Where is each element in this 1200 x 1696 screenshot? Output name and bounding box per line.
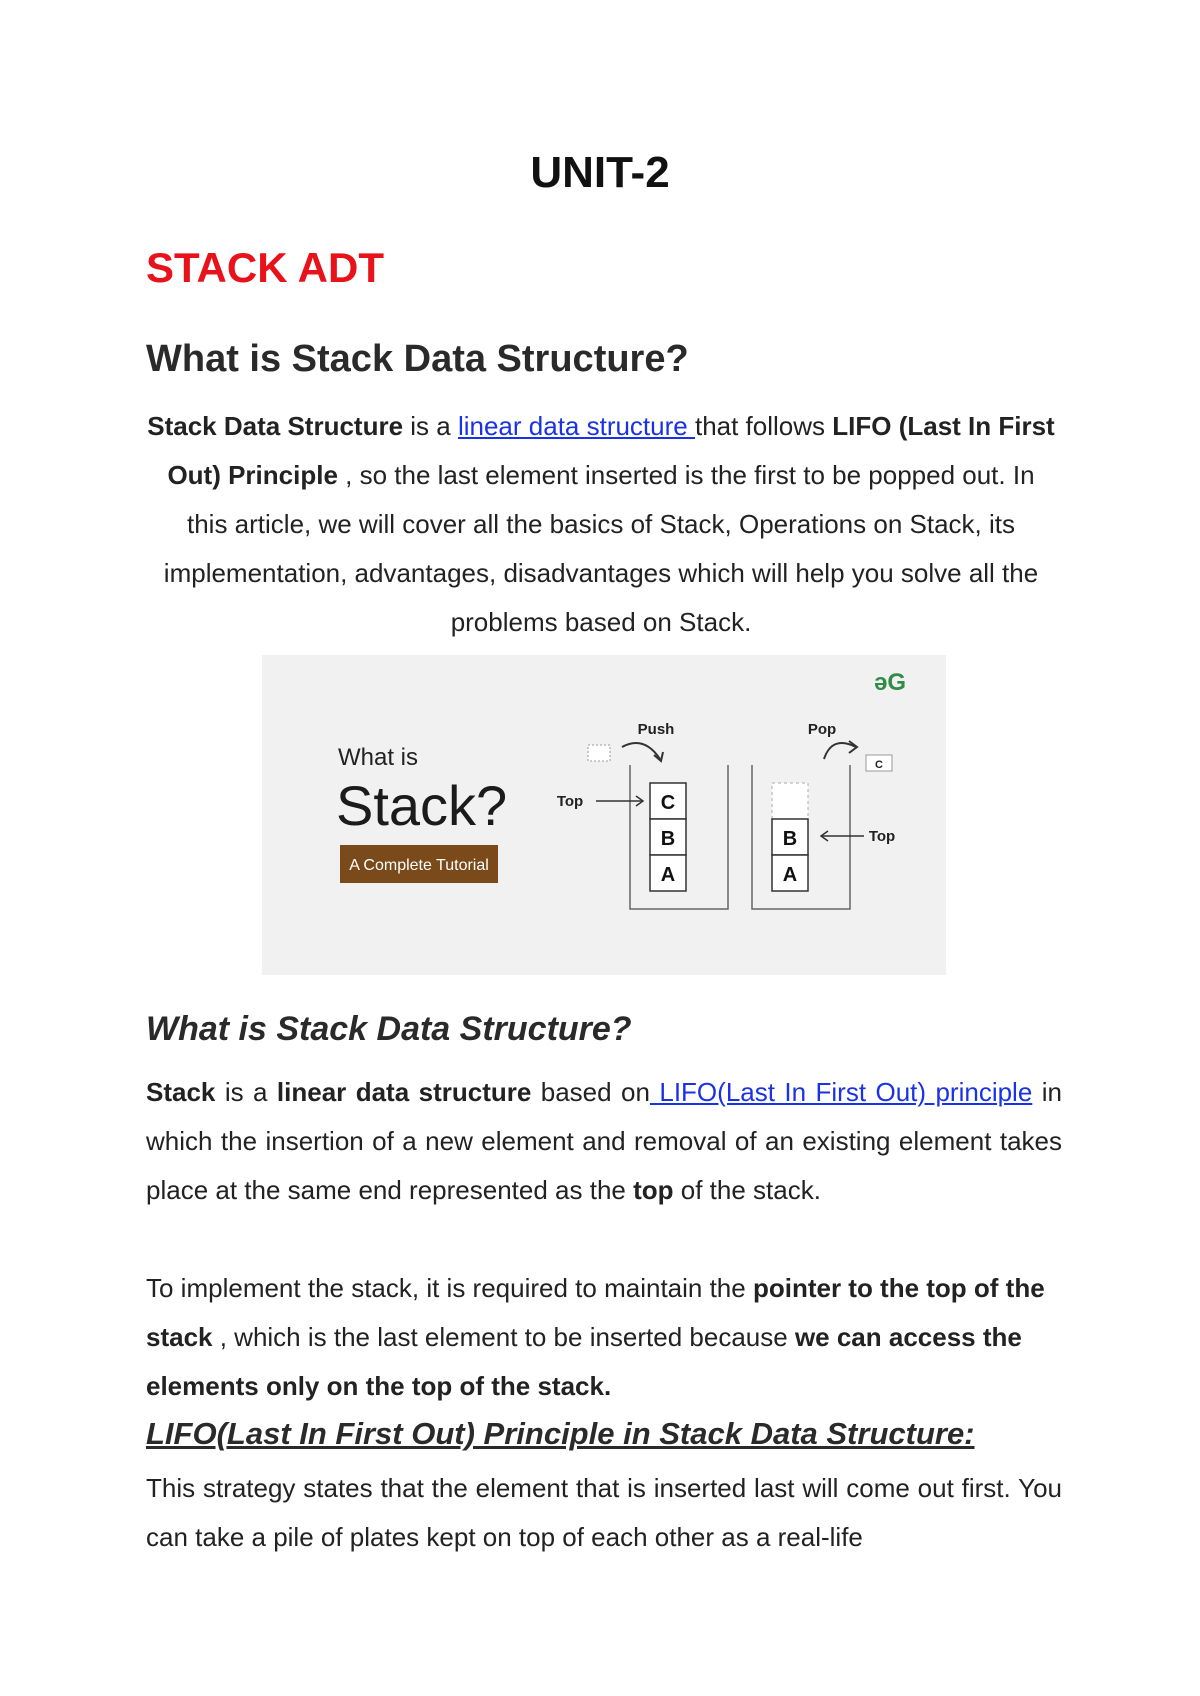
pop-empty-slot xyxy=(772,783,808,819)
heading-what-is-stack: What is Stack Data Structure? xyxy=(146,338,689,380)
pop-top-label: Top xyxy=(868,828,896,845)
gfg-logo: əG xyxy=(873,669,907,696)
push-item-c: C xyxy=(660,792,676,814)
push-item-a: A xyxy=(660,864,676,886)
p2-text-1: To implement the stack, it is required to maintain the xyxy=(146,1273,753,1303)
p1-bold-top: top xyxy=(633,1175,674,1205)
p1-bold-stack: Stack xyxy=(146,1077,216,1107)
p1-text-3: in which the insertion of a new element and removal of an existing element takes place at the same end represented as the xyxy=(146,1077,1062,1205)
intro-principle: LIFO (Last In First Out) Principle xyxy=(167,411,1055,490)
banner-illustration xyxy=(262,655,946,975)
p2-bold-access: we can access the elements only on the top of the stack. xyxy=(146,1322,1022,1401)
push-label: Push xyxy=(637,721,675,738)
push-arrow xyxy=(622,743,660,759)
intro-text-3: , so the last element inserted is the first to be popped out. In this article, we will cover all the basics of Stack, Operations on Stack, its implementation, advantages, disadvantages which will help you solve all the problems based on Stack. xyxy=(163,460,1039,637)
lifo-principle-link[interactable]: LIFO(Last In First Out) principle xyxy=(649,1077,1033,1107)
p1-text-2: based on xyxy=(531,1077,650,1107)
intro-text-1: is a xyxy=(403,411,458,441)
heading-lifo-principle: LIFO(Last In First Out) Principle in Stack Data Structure: xyxy=(146,1416,975,1451)
p1-bold-linear: linear data structure xyxy=(276,1077,532,1107)
p1-text-1: is a xyxy=(215,1077,277,1107)
intro-text-2: that follows xyxy=(694,411,833,441)
popped-item: C xyxy=(875,759,883,771)
push-item-b: B xyxy=(660,828,676,850)
pop-item-a: A xyxy=(782,864,798,886)
linear-data-structure-link[interactable]: linear data structure xyxy=(457,411,695,441)
p2-bold-pointer: pointer to the top of the stack xyxy=(146,1273,1045,1352)
stack-implementation-paragraph xyxy=(146,1264,1062,1411)
pop-item-b: B xyxy=(782,828,798,850)
p2-text-2: , which is the last element to be inserted because xyxy=(212,1322,795,1352)
banner-stack-title: Stack? xyxy=(336,774,508,837)
tutorial-button-label: A Complete Tutorial xyxy=(349,857,489,874)
banner-what-is: What is xyxy=(338,744,419,771)
lifo-paragraph: This strategy states that the element that is inserted last will come out first. You can take a pile of plates kept on top of each other as a real-life xyxy=(146,1473,1062,1552)
push-incoming-box xyxy=(588,745,610,761)
heading-what-is-stack-italic: What is Stack Data Structure? xyxy=(146,1010,632,1048)
unit-title: UNIT-2 xyxy=(530,148,670,197)
intro-term: Stack Data Structure xyxy=(147,411,404,441)
p1-text-4: of the stack. xyxy=(673,1175,821,1205)
stack-definition-paragraph xyxy=(146,1068,1062,1215)
stack-tutorial-banner xyxy=(262,655,946,975)
intro-paragraph xyxy=(146,402,1056,647)
push-top-label: Top xyxy=(556,793,584,810)
section-title: STACK ADT xyxy=(146,244,384,291)
pop-arrowhead xyxy=(849,741,857,753)
pop-label: Pop xyxy=(807,721,837,738)
